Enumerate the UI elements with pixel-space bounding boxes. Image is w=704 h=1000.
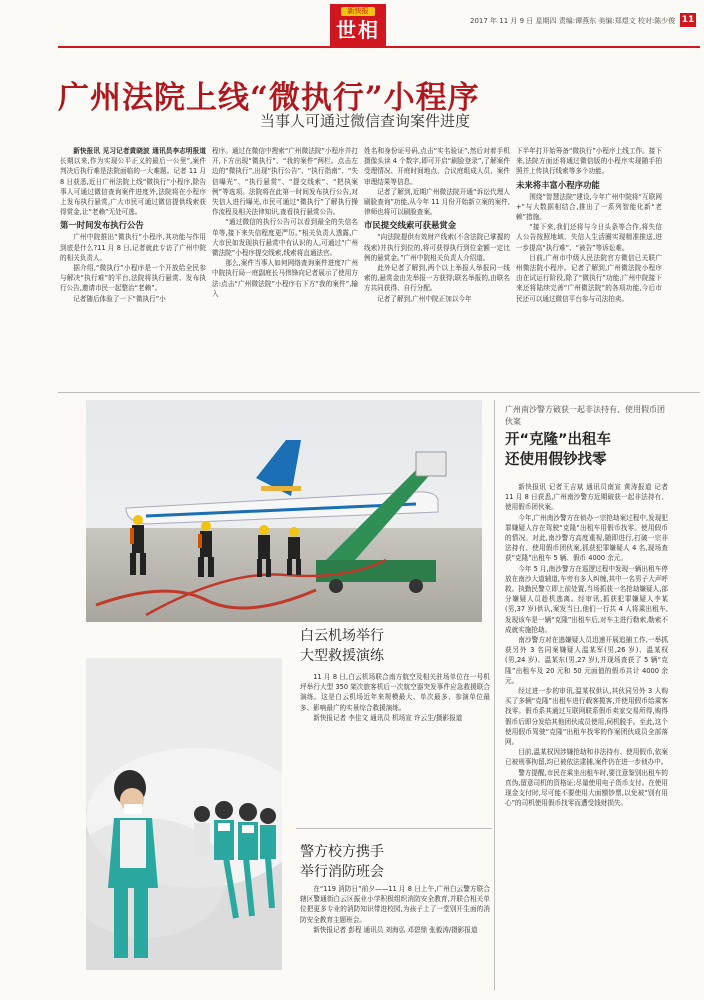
lead-column-3 [364, 146, 510, 384]
sidebar-body [505, 482, 668, 990]
dateline: 2017 年 11 月 9 日 星期四 责编:谭燕东 美编:郑煜文 校对:陈少俊 [470, 17, 676, 25]
paragraph: 程序。通过在微信中搜索“广州微法院”小程序并打开,下方出现“微执行”、“我的案件”两栏。点击左边的“微执行”,出现“执行公告”、“执行指南”、“失信曝光”、“执行悬赏”、“提交线索”、“把执案例”等选项。法院将在此第一时间发布执行公告,对失信人进行曝光,市民可通过“微执行”了解执行操作流程及相关法律知识,查看执行悬赏公告。 [212, 147, 358, 217]
school-story-body [300, 884, 490, 964]
photo-credit: 新快报记者 李佳文 通讯员 机场宣 许云生/摄影报道 [313, 713, 463, 722]
paragraph: 广州中院推出“微执行”小程序,其功能与作用到底是什么?11 月 8 日,记者就此专访了广州中院的相关负责人。 [60, 233, 206, 262]
lead-subhead: 当事人可通过微信查询案件进度 [260, 112, 471, 130]
paragraph: “通过微信的执行公告可以看到最全的失信名单等,接下来失信程度更严厉。”相关负责人透露,广大市民如发现执行悬赏中有认识的人,可通过“广州微法院”小程序提交线索,线索将直通法官。 [212, 218, 358, 258]
title-line: 还使用假钞找零 [505, 452, 607, 468]
school-story-title [300, 842, 384, 882]
school-drill-photo [86, 658, 282, 970]
lead-headline: 广州法院上线“微执行”小程序 [58, 80, 480, 116]
paragraph: “向法院提供有效财产线索(不含法院已掌握的线索)并执行到位的,将可获得执行到位金额一定比例的悬赏金。”广州中院相关负责人介绍道。 [364, 233, 510, 262]
section-divider [58, 392, 700, 393]
paragraph: 经过进一步的审讯,温某权供认,其伙同另外 3 人购买了多辆“克隆”出租车进行载客揽客,并使用假币给乘客找零。假币系其通过互联网联系假币卖家交易所得,购得假币后即分发给其他团伙成员使用,伺机脱手。至此,这个使用假币驾驶“克隆”出租车找零的作案团伙成员全部落网。 [505, 687, 668, 747]
paragraph: 记者了解到,近期广州微法院开通“诉讼代理人刷脸查询”功能,从今年 11 月份开始新立案的案件,律师也将可以刷脸查案。 [364, 187, 510, 217]
paragraph: 今年 5 月,南沙警方在巡逻过程中发现一辆出租车停放在南沙大道辅道,车旁有多人纠缠,其中一名男子大声呼救。执勤民警立即上前处置,当场抓获一名抢劫嫌疑人,部分嫌疑人员趁机逃离。经审讯,抓获犯罪嫌疑人李某(男,37 岁)供认,案发当日,他们一行共 4 人将乘出租车,发现该车是一辆“克隆”出租车后,对车主进行勒索,勒索不成就实施抢劫。 [505, 564, 668, 634]
section-heading: 第一时间发布执行公告 [60, 220, 144, 231]
paragraph: 新快报讯 记者王吉斌 通讯员南宣 黄涛报道 记者 11 月 8 日获悉,广州南沙警方近期破获一起非法持有、使用假币团伙案。 [505, 483, 668, 512]
drill-story-body [300, 672, 490, 746]
byline: 新快报讯 见习记者黄晓波 通讯员李志明报道 [73, 147, 206, 155]
section-name: 世相 [336, 18, 380, 42]
paragraph: 那么,案件当事人如何网络查询案件进度?广州中院执行局一庭副庭长马伟锋向记者展示了使用方法:点击“广州微法院”小程序右下方“我的案件”,输入 [212, 259, 358, 298]
section-heading: 未来将丰富小程序功能 [516, 179, 600, 190]
sidebar-title [505, 430, 675, 470]
paragraph: 目前,温某权因涉嫌抢劫和非法持有、使用假币,依案已被刑事拘留,均已被依法逮捕,案件仍在进一步侦办中。 [505, 748, 668, 767]
paragraph: 警方提醒,市民在乘坐出租车时,要注意鉴别出租车的真伪,留意司机的资格证;尽量使用电子货币支付。在使用现金支付时,尽可能不要使用大面额钞票,以免被“别有用心”的司机使用假币找零而遭受钱财损失。 [505, 768, 668, 808]
title-line: 大型救援演练 [300, 648, 384, 664]
paragraph [60, 146, 206, 217]
title-line: 开“克隆”出租车 [505, 432, 612, 448]
lead-column-2 [212, 146, 358, 384]
airport-drill-photo [86, 400, 482, 622]
paragraph: 在“119 消防日”前夕——11 月 8 日上午,广州白云警方联合辖区警通街白云区振业小学积极组织消防安全教育,并联合相关单位把更多专业的消防知识带进校园,为孩子上了一堂别开生面的消防安全教育主题班会。 [300, 885, 490, 924]
section-badge [330, 4, 386, 48]
paragraph-text: 长期以来,作为实现公平正义的最后一公里”,案件判决后执行难是法院面临的一大难题。记者 11 月 8 日获悉,近日广州法院上线“微执行”小程序,除告事人可通过微信查询案件进度外,法院将在小程序上发布执行悬赏,广大市民可通过微信提供线索获得赏金,让“老赖”无处可逃。 [60, 157, 206, 217]
paragraph: 南沙警方对在逃嫌疑人员迅速开展追捕工作,一举抓获另外 3 名同案嫌疑人温某军(男,26 岁)、温某权(男,24 岁)、温某东(男,27 岁),并现场查获了 5 辆“克隆”出租车及 20 元和 50 元面值的假币共计 4000 余元。 [505, 636, 668, 685]
section-divider [296, 828, 492, 829]
title-line: 白云机场举行 [300, 628, 384, 644]
photo-credit: 新快报记者 彭程 通讯员 刘海弘 邓碧鼎 张毅涛/摄影报道 [313, 925, 478, 934]
page-number: 11 [681, 15, 695, 25]
lead-column-4 [516, 146, 662, 384]
paragraph: 记者随后体验了一下“微执行”小 [73, 294, 166, 303]
drill-story-title [300, 626, 384, 666]
title-line: 举行消防班会 [300, 864, 384, 880]
paragraph: 围绕“智慧法院”建设,今年广州中院将“互联网+”与大数据相结合,推出了一系列智能化新“老赖”措施。 [516, 192, 662, 222]
sidebar-deck: 广州南沙警方破获一起非法持有、使用假币团伙案 [505, 405, 665, 426]
paragraph: 据介绍,“微执行”小程序是一个开放给全民参与解决“执行难”的平台,法院将执行悬赏、发布执行公告,邀请市民一起整治“老赖”。 [60, 264, 206, 293]
lead-column-1 [60, 146, 206, 384]
paragraph: 记者了解到,广州中院正加以今年 [377, 294, 472, 303]
masthead-rule [58, 46, 700, 48]
paragraph: 11 月 8 日,白云机场联合南方航空及相关驻场单位在一号机坪举行大型 350 架次旅客机后一次航空器突发事件应急救援联合演练。这是白云机场近年来规模最大、单次最多、参演单位最多、影响最广的实景综合救援演练。 [300, 673, 490, 712]
paragraph: 目前,广州市中级人民法院官方微信已关联广州微法院小程序。记者了解到,广州微法院小程序由在试运行阶段,除了“微执行”功能,广州中院接下来还将陆续完善“广州微法院”的各项功能,今后市民还可以通过微信平台参与司法拍卖。 [516, 253, 662, 303]
title-line: 警方校方携手 [300, 844, 384, 860]
paragraph: 下半年打开始筹备“微执行”小程序上线工作。接下来,法院方面还将通过微信版的小程序实现随手拍照并上传执行线索等多个功能。 [516, 147, 662, 176]
section-heading: 市民提交线索可获悬赏金 [364, 220, 457, 231]
paragraph: 今年,广州南沙警方在侦办一宗抢劫案过程中,发现犯罪嫌疑人存在驾驶“克隆”出租车用假币找零。使用假币的情况。对此,南沙警方高度重视,随即进行,打破一宗非法持有、使用假币团伙案,抓获犯罪嫌疑人 4 名,现场查获“克隆”出租车 5 辆、假币 4000 余元。 [505, 513, 668, 563]
paragraph: “接下来,我们还将与今日头条等合作,将失信人公告按照地域、失信人生活圈实现精准推送,进一步提高“执行难”、“被告”等诉讼难。 [516, 223, 662, 252]
paragraph: 此外记者了解到,两个以上举报人举报同一线索的,悬赏金由先举报一方获得;联名举报的,由联名方共同获得、自行分配。 [364, 264, 510, 293]
column-divider [494, 400, 495, 990]
paragraph: 姓名和身份证号码,点击“实名验证”,然后对着手机摄像头读 4 个数字,即可开启“刷脸登录”,了解案件受理情况、开庭时间地点、合议庭组成人员、案件审理结果等信息。 [364, 147, 510, 186]
section-tag: 新快报 [341, 7, 375, 16]
